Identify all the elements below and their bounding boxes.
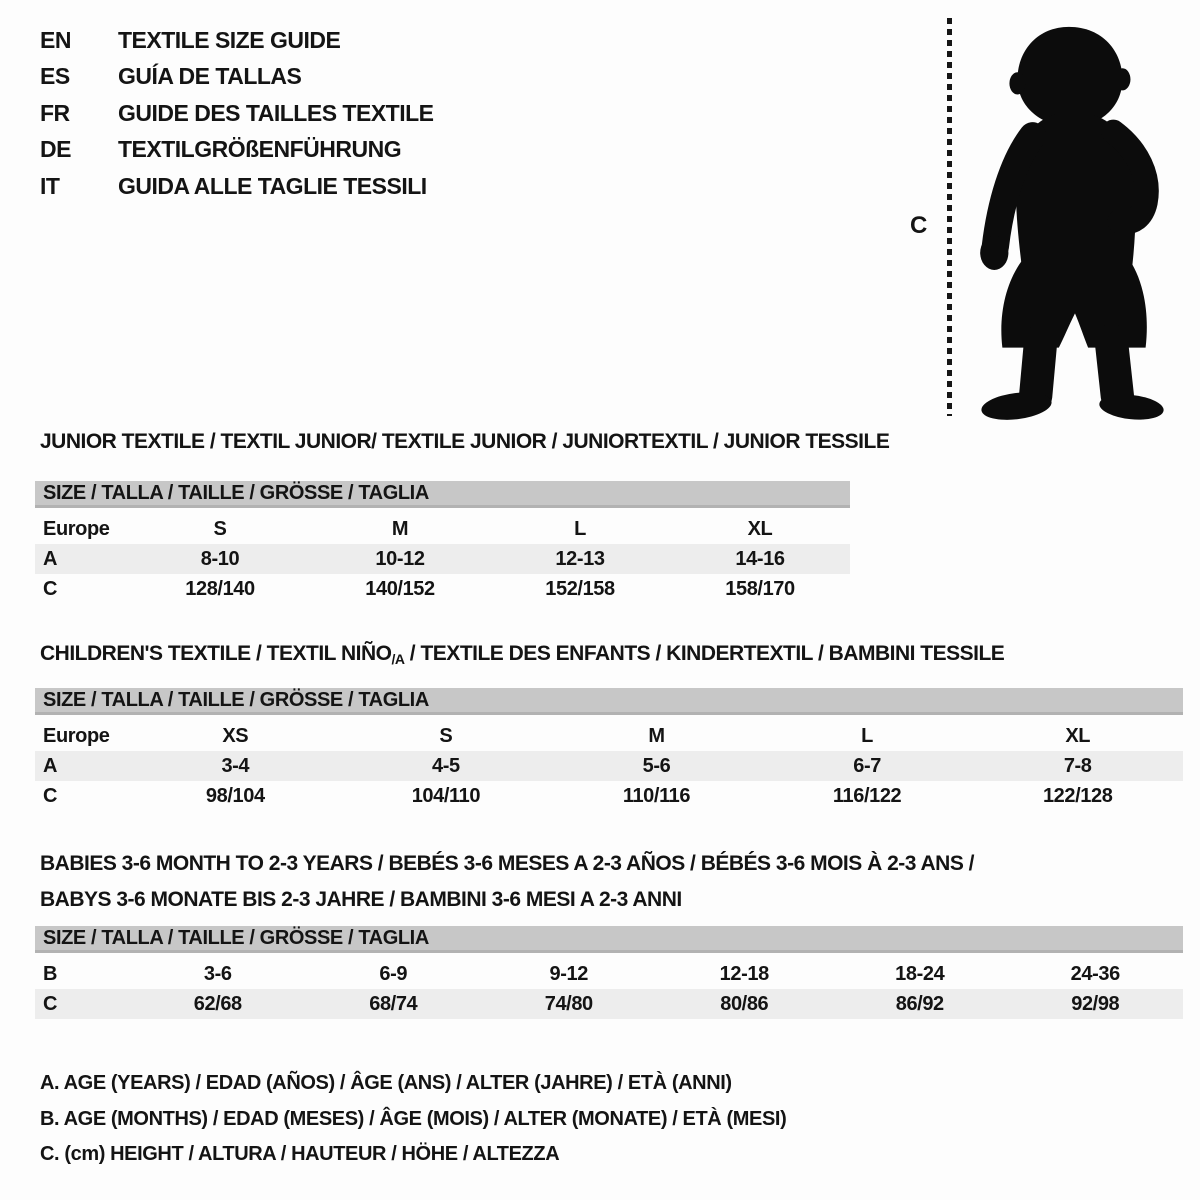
table-cell: 80/86 xyxy=(720,992,769,1015)
table-cell: 8-10 xyxy=(200,547,240,570)
table-cell: 3-6 xyxy=(203,962,232,985)
junior-section-title: JUNIOR TEXTILE / TEXTIL JUNIOR/ TEXTILE JUNIOR / JUNIORTEXTIL / JUNIOR TESSILE xyxy=(40,430,890,453)
table-cell: 140/152 xyxy=(365,577,435,600)
table-cell: S xyxy=(213,517,227,540)
table-cell: 86/92 xyxy=(895,992,944,1015)
table-cell: 122/128 xyxy=(1042,784,1113,807)
table-cell: 6-9 xyxy=(379,962,408,985)
junior-size-header-bar xyxy=(35,481,850,508)
junior-size-table xyxy=(35,481,850,604)
table-cell: S xyxy=(439,724,453,747)
language-row xyxy=(40,132,434,169)
row-label: C xyxy=(43,577,58,600)
size-header-label: SIZE / TALLA / TAILLE / GRÖSSE / TAGLIA xyxy=(43,926,429,949)
row-label: A xyxy=(43,754,58,777)
children-title-post: / TEXTILE DES ENFANTS / KINDERTEXTIL / BAMBINI TESSILE xyxy=(404,642,1005,665)
table-cell: 9-12 xyxy=(549,962,588,985)
language-title-list xyxy=(40,22,434,205)
table-cell: 10-12 xyxy=(375,547,425,570)
language-code: IT xyxy=(40,172,60,199)
table-cell: XL xyxy=(1065,724,1091,747)
table-row xyxy=(35,574,850,604)
table-cell: 158/170 xyxy=(725,577,795,600)
babies-section-title xyxy=(40,846,974,918)
language-row xyxy=(40,22,434,59)
table-cell: 12-18 xyxy=(719,962,769,985)
height-marker-label: C xyxy=(910,212,928,239)
guide-title-it: GUIDA ALLE TAGLIE TESSILI xyxy=(118,172,427,199)
table-cell: 128/140 xyxy=(185,577,255,600)
language-code: ES xyxy=(40,63,70,90)
row-label: B xyxy=(43,962,58,985)
language-code: EN xyxy=(40,26,71,53)
babies-title-line1: BABIES 3-6 MONTH TO 2-3 YEARS / BEBÉS 3-6 MESES A 2-3 AÑOS / BÉBÉS 3-6 MOIS À 2-3 ANS / xyxy=(40,852,975,875)
babies-title-line2: BABYS 3-6 MONATE BIS 2-3 JAHRE / BAMBINI 3-6 MESI A 2-3 ANNI xyxy=(40,888,682,911)
children-section-title xyxy=(40,642,1004,667)
table-cell: 7-8 xyxy=(1063,754,1092,777)
legend-line-b: B. AGE (MONTHS) / EDAD (MESES) / ÂGE (MOIS) / ALTER (MONATE) / ETÀ (MESI) xyxy=(40,1107,787,1130)
row-label: A xyxy=(43,547,58,570)
children-size-table xyxy=(35,688,1183,811)
table-cell: 24-36 xyxy=(1070,962,1120,985)
children-title-sub: /A xyxy=(391,651,405,667)
table-cell: 68/74 xyxy=(369,992,418,1015)
table-cell: L xyxy=(861,724,873,747)
legend xyxy=(40,1066,786,1173)
language-code: FR xyxy=(40,99,70,126)
row-label: Europe xyxy=(43,724,110,747)
guide-title-de: TEXTILGRÖßENFÜHRUNG xyxy=(118,136,402,163)
size-header-label: SIZE / TALLA / TAILLE / GRÖSSE / TAGLIA xyxy=(43,481,429,504)
table-cell: 3-4 xyxy=(221,754,250,777)
size-header-label: SIZE / TALLA / TAILLE / GRÖSSE / TAGLIA xyxy=(43,688,429,711)
row-label: C xyxy=(43,992,58,1015)
guide-title-es: GUÍA DE TALLAS xyxy=(118,63,302,90)
table-cell: XL xyxy=(747,517,773,540)
table-row xyxy=(35,544,850,574)
table-cell: 104/110 xyxy=(411,784,481,807)
babies-size-header-bar xyxy=(35,926,1183,953)
legend-line-a: A. AGE (YEARS) / EDAD (AÑOS) / ÂGE (ANS) / ALTER (JAHRE) / ETÀ (ANNI) xyxy=(40,1072,732,1095)
table-cell: 6-7 xyxy=(853,754,881,777)
children-title-pre: CHILDREN'S TEXTILE / TEXTIL NIÑO xyxy=(40,642,392,665)
table-cell: 18-24 xyxy=(895,962,945,985)
table-row xyxy=(35,514,850,544)
row-label: C xyxy=(43,784,58,807)
table-cell: M xyxy=(391,517,409,540)
table-cell: 98/104 xyxy=(205,784,265,807)
table-cell: 152/158 xyxy=(545,577,615,600)
table-row xyxy=(35,989,1183,1019)
language-row xyxy=(40,59,434,96)
table-cell: 116/122 xyxy=(832,784,902,807)
children-size-header-bar xyxy=(35,688,1183,715)
row-label: Europe xyxy=(43,517,110,540)
babies-size-table xyxy=(35,926,1183,1019)
table-cell: 74/80 xyxy=(544,992,593,1015)
guide-title-fr: GUIDE DES TAILLES TEXTILE xyxy=(118,99,434,126)
table-cell: 14-16 xyxy=(735,547,785,570)
table-cell: 4-5 xyxy=(432,754,460,777)
table-row xyxy=(35,959,1183,989)
table-cell: 12-13 xyxy=(555,547,605,570)
height-dashed-line xyxy=(947,18,952,416)
language-row xyxy=(40,95,434,132)
table-cell: 62/68 xyxy=(193,992,242,1015)
language-row xyxy=(40,168,434,205)
table-cell: M xyxy=(648,724,665,747)
table-cell: 110/116 xyxy=(622,784,691,807)
table-cell: 92/98 xyxy=(1071,992,1120,1015)
table-cell: L xyxy=(574,517,586,540)
table-row xyxy=(35,721,1183,751)
table-row xyxy=(35,781,1183,811)
table-row xyxy=(35,751,1183,781)
table-cell: 5-6 xyxy=(642,754,671,777)
table-cell: XS xyxy=(222,724,249,747)
toddler-silhouette-icon xyxy=(960,12,1192,422)
legend-line-c: C. (cm) HEIGHT / ALTURA / HAUTEUR / HÖHE / ALTEZZA xyxy=(40,1143,560,1166)
language-code: DE xyxy=(40,136,71,163)
guide-title-en: TEXTILE SIZE GUIDE xyxy=(118,26,341,53)
